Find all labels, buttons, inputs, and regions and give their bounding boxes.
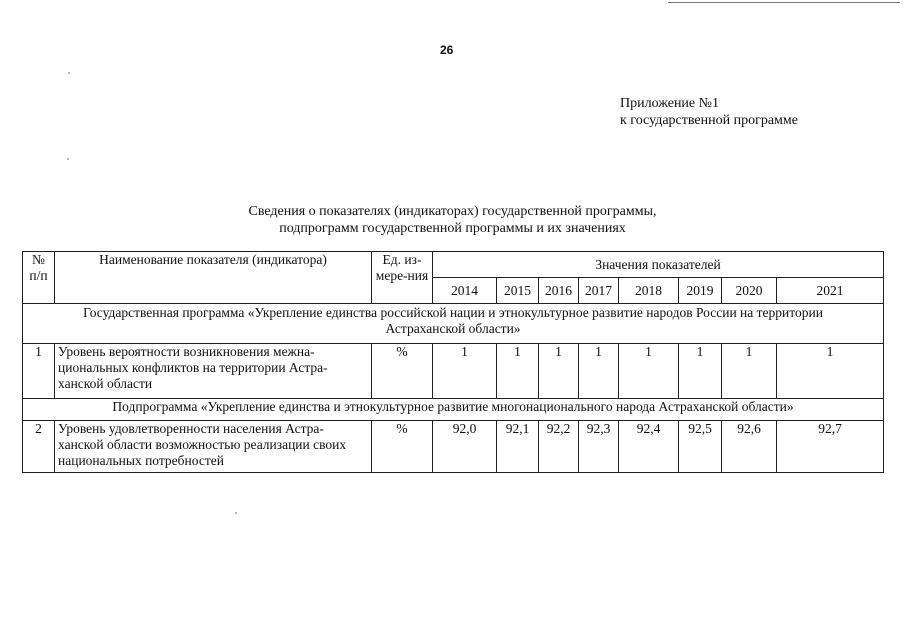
title-line-1: Сведения о показателях (индикаторах) государственной программы,: [248, 204, 657, 219]
section-title-state-program: Государственная программа «Укрепление единства российской нации и этнокультурное развитие народов России на территории Астраханской области»: [23, 304, 884, 344]
row-value: 92,3: [579, 421, 619, 473]
header-unit: Ед. из-мере-ния: [372, 252, 433, 304]
section-title-subprogram: Подпрограмма «Укрепление единства и этнокультурное развитие многонационального народа Астраханской области»: [23, 399, 884, 421]
row-value: 1: [619, 344, 679, 399]
row-value: 92,0: [433, 421, 497, 473]
row-indicator-name: Уровень удовлетворенности населения Астра-ханской области возможностью реализации своих национальных потребностей: [55, 421, 372, 473]
row-value: 1: [777, 344, 884, 399]
scan-speck: [235, 512, 237, 514]
page-number: 26: [440, 43, 454, 57]
scan-speck: [67, 158, 69, 160]
header-year: 2020: [722, 278, 777, 304]
row-value: 92,6: [722, 421, 777, 473]
header-indicator-name: Наименование показателя (индикатора): [55, 252, 372, 304]
row-value: 92,7: [777, 421, 884, 473]
header-year: 2016: [539, 278, 579, 304]
indicators-table: [22, 251, 884, 473]
row-value: 92,5: [679, 421, 722, 473]
scan-top-rule: [668, 2, 900, 3]
row-unit: %: [372, 344, 433, 399]
row-value: 1: [539, 344, 579, 399]
row-value: 1: [679, 344, 722, 399]
appendix-line-1: Приложение №1: [620, 96, 719, 111]
document-title: [0, 203, 905, 237]
header-year: 2015: [497, 278, 539, 304]
header-year: 2019: [679, 278, 722, 304]
header-year: 2017: [579, 278, 619, 304]
scan-speck: [68, 72, 70, 74]
title-line-2: подпрограмм государственной программы и их значениях: [279, 221, 626, 236]
header-number: № п/п: [23, 252, 55, 304]
header-year: 2018: [619, 278, 679, 304]
row-indicator-name: Уровень вероятности возникновения межна-циональных конфликтов на территории Астра-ханской области: [55, 344, 372, 399]
table-row: [23, 421, 884, 473]
row-number: 1: [23, 344, 55, 399]
header-year: 2014: [433, 278, 497, 304]
appendix-line-2: к государственной программе: [620, 113, 798, 128]
header-values: Значения показателей: [433, 252, 884, 278]
appendix-note: [620, 95, 798, 129]
table-row: [23, 344, 884, 399]
row-unit: %: [372, 421, 433, 473]
row-value: 1: [433, 344, 497, 399]
row-value: 92,1: [497, 421, 539, 473]
row-value: 1: [722, 344, 777, 399]
header-year: 2021: [777, 278, 884, 304]
row-number: 2: [23, 421, 55, 473]
row-value: 92,4: [619, 421, 679, 473]
row-value: 1: [579, 344, 619, 399]
row-value: 92,2: [539, 421, 579, 473]
row-value: 1: [497, 344, 539, 399]
